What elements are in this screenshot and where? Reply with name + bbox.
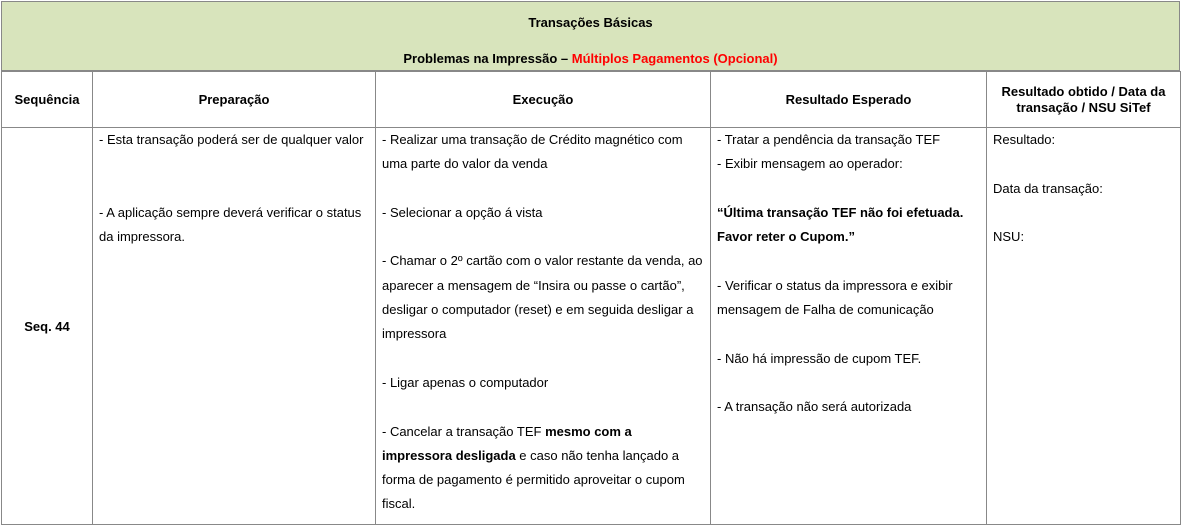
exec-step: - Selecionar a opção á vista (382, 204, 543, 220)
obtained-result-cell (987, 128, 1181, 525)
subtitle-prefix: Problemas na Impressão – (403, 51, 572, 66)
exec-step-text: - Cancelar a transação TEF (382, 423, 546, 439)
expected-item: - Verificar o status da impressora e exibir mensagem de Falha de comunicação (717, 277, 953, 318)
prep-item: - Esta transação poderá ser de qualquer valor (99, 132, 364, 147)
expected-result-cell (711, 128, 987, 525)
section-subtitle (2, 51, 1179, 66)
prep-item: - A aplicação sempre deverá verificar o status da impressora. (99, 204, 362, 245)
execution-cell (376, 128, 711, 525)
exec-step: - Ligar apenas o computador (382, 374, 549, 390)
table-row (2, 128, 1181, 525)
expected-item: - Exibir mensagem ao operador: (717, 156, 903, 172)
exec-step: - Chamar o 2º cartão com o valor restante da venda, ao aparecer a mensagem de “Insira ou passe o cartão”, desligar o computador (reset) e em seguida desligar a impressora (382, 253, 703, 342)
exec-step-emphasis: mesmo com a impressora desligada (382, 423, 632, 463)
exec-step (382, 420, 704, 517)
col-header-sequence: Sequência (2, 72, 93, 128)
col-header-preparation: Preparação (93, 72, 376, 128)
operator-message: “Última transação TEF não foi efetuada. Favor reter o Cupom.” (717, 204, 964, 245)
sequence-cell: Seq. 44 (2, 128, 93, 525)
test-case-table (1, 71, 1181, 525)
expected-item: - A transação não será autorizada (717, 399, 912, 415)
nsu-label: NSU: (993, 229, 1025, 245)
section-title: Transações Básicas (528, 15, 653, 30)
table-header-banner (1, 1, 1180, 71)
exec-step-text: e caso não tenha lançado a forma de pagamento é permitido aproveitar o cupom fiscal. (382, 447, 685, 512)
expected-item: - Tratar a pendência da transação TEF (717, 132, 941, 147)
col-header-obtained-result: Resultado obtido / Data da transação / NSU SiTef (987, 72, 1181, 128)
col-header-expected-result: Resultado Esperado (711, 72, 987, 128)
subtitle-highlight: Múltiplos Pagamentos (Opcional) (571, 51, 778, 66)
column-header-row (2, 72, 1181, 128)
col-header-execution: Execução (376, 72, 711, 128)
result-label: Resultado: (993, 132, 1056, 147)
exec-step: - Realizar uma transação de Crédito magnético com uma parte do valor da venda (382, 132, 683, 172)
expected-item: - Não há impressão de cupom TEF. (717, 350, 922, 366)
date-label: Data da transação: (993, 180, 1103, 196)
preparation-cell (93, 128, 376, 525)
